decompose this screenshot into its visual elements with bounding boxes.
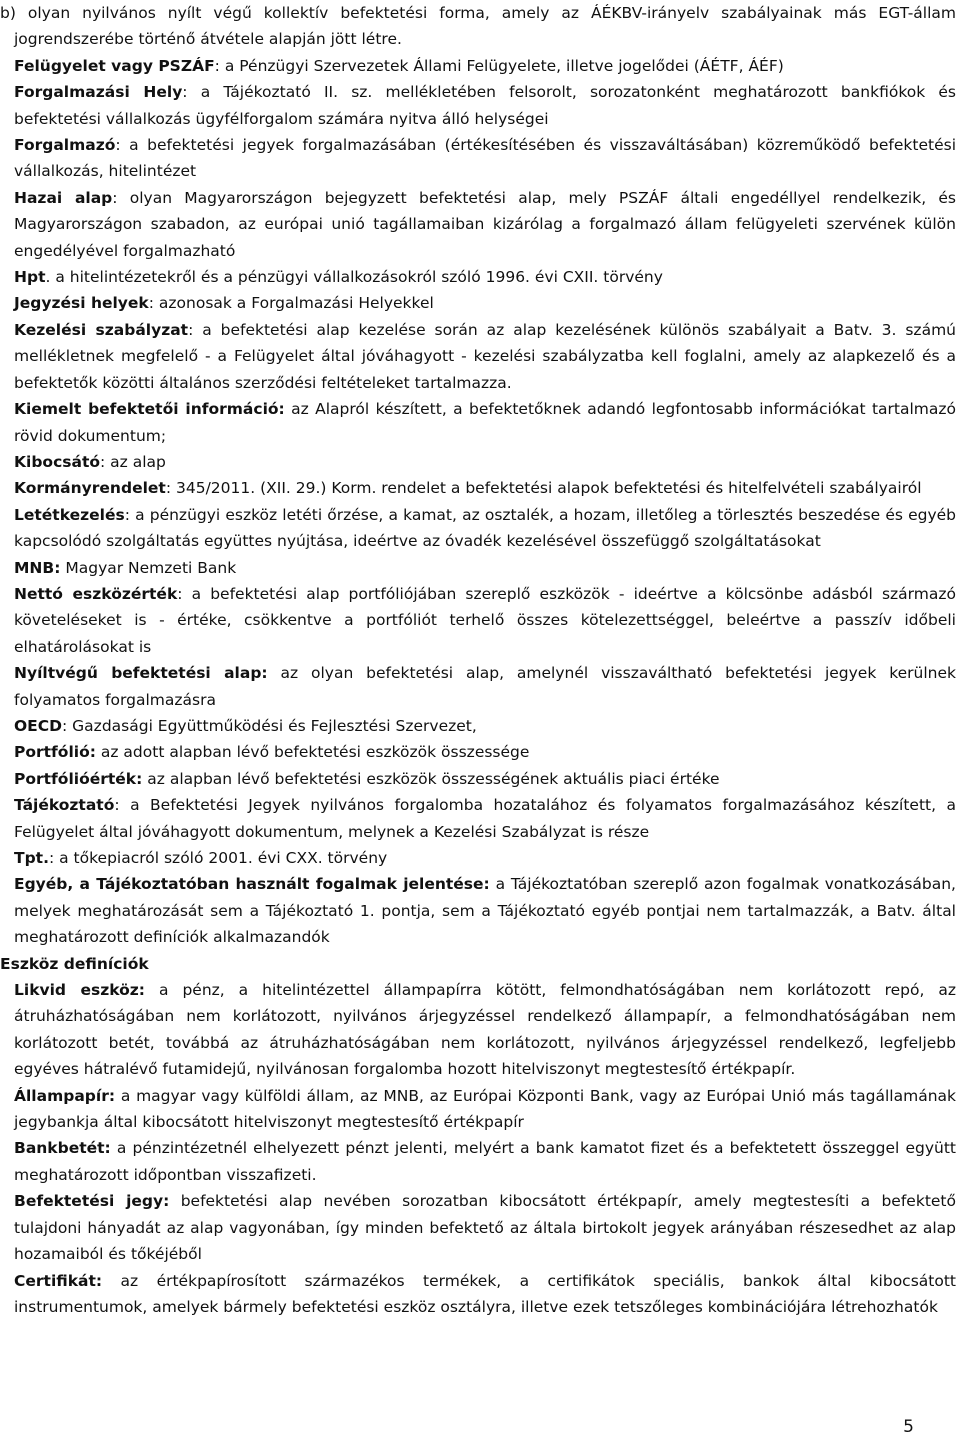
definition-separator: : <box>165 479 176 498</box>
definition-term: MNB: <box>14 558 61 577</box>
definition-term: Bankbetét: <box>14 1139 111 1158</box>
definition-description: az alap <box>110 452 166 471</box>
definition-separator: : <box>112 188 130 207</box>
page-number: 5 <box>903 1417 914 1437</box>
definition-entry <box>14 53 956 79</box>
definition-entry <box>14 977 956 1083</box>
section-heading: Eszköz definíciók <box>0 954 149 973</box>
definition-term: Certifikát: <box>14 1271 103 1290</box>
definition-term: Forgalmazási Hely <box>14 83 183 102</box>
definition-term: Kiemelt befektetői információ: <box>14 400 285 419</box>
definition-entry <box>14 290 956 316</box>
definition-list <box>14 53 956 951</box>
definition-separator: : <box>148 294 159 313</box>
definition-entry <box>14 845 956 871</box>
definition-separator: : <box>62 716 73 735</box>
definition-description: a Befektetési Jegyek nyilvános forgalomba hozatalához és folyamatos forgalmazásához készített, a Felügyelet által jóváhagyott dokumentum, melynek a Kezelési Szabályzat is része <box>14 796 957 841</box>
definition-entry <box>14 660 956 713</box>
definition-entry <box>14 792 956 845</box>
definition-term: Befektetési jegy: <box>14 1192 170 1211</box>
definition-separator: : <box>188 320 203 339</box>
definition-separator <box>145 981 159 999</box>
definition-description: a befektetési alap kezelése során az alap kezelésének különös szabályait a Batv. 3. számú mellékletnek megfelelő - a Felügyelet által jóváhagyott - kezelési szabályzatba kell foglalni, amely az alapkezelő és a befektetők közötti általános szerződési feltételeket tartalmazza. <box>14 320 956 392</box>
definition-description: a Tájékoztató II. sz. mellékletében felsorolt, sorozatonként meghatározott bankfiókok és befektetési vállalkozás ügyfélforgalom számára nyitva álló helységei <box>14 83 956 128</box>
definition-term: Likvid eszköz: <box>14 981 145 1000</box>
definition-term: Tpt. <box>14 849 49 867</box>
definition-term: Egyéb, a Tájékoztatóban használt fogalmak jelentése: <box>14 875 490 894</box>
definition-term: Nettó eszközérték <box>14 584 178 603</box>
definition-separator: : <box>177 584 192 603</box>
definition-separator: : <box>115 136 130 155</box>
definition-entry <box>14 1135 956 1188</box>
definition-separator <box>268 664 281 682</box>
definition-entry <box>14 79 956 132</box>
definition-entry <box>14 449 956 475</box>
definition-term: Tájékoztató <box>14 796 115 815</box>
definition-separator: : <box>100 452 111 471</box>
definition-entry <box>14 317 956 396</box>
definition-entry <box>14 502 956 555</box>
definition-description: a befektetési alap portfóliójában szereplő eszközök - ideértve a kölcsönbe adásból származó követeléseket is - értéke, csökkentve a portfóliót terhelő összes kötelezettséggel, beleértve a passzív időbeli elhatárolásokat is <box>14 584 956 656</box>
definition-term: Hpt <box>14 268 46 287</box>
definition-entry <box>14 396 956 449</box>
definition-description: befektetési alap nevében sorozatban kibocsátott értékpapír, amely megtestesíti a befektető tulajdoni hányadát az alap vagyonában, így minden befektető az általa birtokolt jegyek arányában részesedhet az alap hozamaiból és tőkéjéből <box>14 1192 956 1264</box>
definition-separator <box>169 1192 180 1210</box>
definition-description: az alapban lévő befektetési eszközök összességének aktuális piaci értéke <box>147 769 720 788</box>
definition-description: 345/2011. (XII. 29.) Korm. rendelet a befektetési alapok befektetési és hitelfelvételi szabályairól <box>175 479 922 498</box>
definition-term: Felügyelet vagy PSZÁF <box>14 56 215 75</box>
definition-term: Kormányrendelet <box>14 479 166 498</box>
definition-term: Forgalmazó <box>14 136 116 155</box>
definition-entry <box>14 1268 956 1321</box>
definition-description: az Alapról készített, a befektetőknek adandó legfontosabb információkat tartalmazó rövid dokumentum; <box>14 400 957 445</box>
intro-paragraph <box>0 0 956 53</box>
definition-term: Letétkezelés <box>14 505 125 524</box>
definition-term: Hazai alap <box>14 188 113 207</box>
definition-entry <box>14 713 956 739</box>
definition-description: a Pénzügyi Szervezetek Állami Felügyelete, illetve jogelődei (ÁÉTF, ÁÉF) <box>224 56 784 75</box>
definition-description: a magyar vagy külföldi állam, az MNB, az Európai Központi Bank, vagy az Európai Unió más tagállamának jegybankja által kibocsátott hitelviszonyt megtestesítő értékpapír <box>14 1086 956 1132</box>
definition-entry <box>14 475 956 501</box>
definition-description: az olyan befektetési alap, amelynél visszaváltható befektetési jegyek kerülnek folyamatos forgalmazásra <box>14 664 956 709</box>
definition-separator: : <box>214 56 225 75</box>
definition-entry <box>14 871 956 950</box>
definition-entry <box>14 185 956 264</box>
definition-term: Állampapír: <box>14 1086 116 1105</box>
definition-entry <box>14 555 956 581</box>
definition-separator: . <box>45 268 56 287</box>
definition-separator: : <box>124 505 136 524</box>
definition-entry <box>14 264 956 290</box>
definition-term: Jegyzési helyek <box>14 294 149 313</box>
definition-description: azonosak a Forgalmazási Helyekkel <box>158 294 434 313</box>
definition-entry <box>14 1083 956 1136</box>
definition-separator: : <box>114 796 131 815</box>
definition-entry <box>14 132 956 185</box>
definition-entry <box>14 739 956 765</box>
definition-description: Magyar Nemzeti Bank <box>65 558 237 577</box>
definition-entry <box>14 766 956 792</box>
definition-description: a pénzintézetnél elhelyezett pénzt jelenti, melyért a bank kamatot fizet és a befektetett összeggel együtt meghatározott időpontban visszafizeti. <box>14 1139 956 1184</box>
definition-term: OECD <box>14 716 63 735</box>
definition-description: a pénz, a hitelintézettel állampapírra kötött, felmondhatóságában nem korlátozott repó, az átruházhatóságában nem korlátozott, nyilvános árjegyzéssel rendelkező állampapír, a felmondhatóságában nem korlátozott betét, továbbá az átruházhatóságában nem korlátozott, nyilvános árjegyzéssel rendelkező, legfeljebb egyéves hátralévő futamidejű, nyilvánosan forgalomba hozott hitelviszonyt megtestesítő értékpapír. <box>14 981 956 1079</box>
definition-description: az adott alapban lévő befektetési eszközök összessége <box>100 743 530 762</box>
definition-term: Kezelési szabályzat <box>14 320 189 339</box>
definition-description: Gazdasági Együttműködési és Fejlesztési Szervezet, <box>72 716 477 735</box>
definition-entry <box>14 581 956 660</box>
definition-term: Nyíltvégű befektetési alap: <box>14 664 268 683</box>
intro-text: b) olyan nyilvános nyílt végű kollektív befektetési forma, amely az ÁÉKBV-irányelv szabályainak más EGT-állam jogrendszerébe történő átvétele alapján jött létre. <box>0 4 956 49</box>
definition-description: a pénzügyi eszköz letéti őrzése, a kamat, az osztalék, a hozam, illetőleg a törlesztés beszedése és egyéb kapcsolódó szolgáltatás együttes nyújtása, ideértve az óvadék kezelésével összefüggő szolgáltatásokat <box>14 505 957 551</box>
definition-description: a hitelintézetekről és a pénzügyi vállalkozásokról szóló 1996. évi CXII. törvény <box>55 268 663 287</box>
definition-description: a tőkepiacról szóló 2001. évi CXX. törvény <box>59 849 388 867</box>
definition-description: az értékpapírosított származékos termékek, a certifikátok speciális, bankok által kibocsátott instrumentumok, amelyek bármely befektetési eszköz osztályra, illetve ezek tetszőleges kombinációjára létrehozhatók <box>14 1271 956 1316</box>
definition-entry <box>14 1188 956 1267</box>
definition-term: Kibocsátó <box>14 452 100 471</box>
asset-definition-list <box>14 977 956 1320</box>
definition-term: Portfólióérték: <box>14 769 143 788</box>
definition-description: olyan Magyarországon bejegyzett befektetési alap, mely PSZÁF általi engedéllyel rendelkezik, és Magyarországon szabadon, az európai unió tagállamaiban kizárólag a forgalmazó állam felügyeleti szervének külön engedélyével forgalmazható <box>14 188 956 260</box>
definition-term: Portfólió: <box>14 743 96 762</box>
definition-separator: : <box>48 849 60 867</box>
definition-separator: : <box>182 83 201 102</box>
definition-description: a Tájékoztatóban szereplő azon fogalmak vonatkozásában, melyek meghatározását sem a Tájékoztató 1. pontja, sem a Tájékoztató egyéb pontjai nem tartalmazzák, a Batv. által meghatározott definíciók alkalmazandók <box>14 875 956 947</box>
definition-separator <box>102 1272 120 1290</box>
definition-description: a befektetési jegyek forgalmazásában (értékesítésében és visszaváltásában) közreműködő befektetési vállalkozás, hitelintézet <box>14 136 956 181</box>
